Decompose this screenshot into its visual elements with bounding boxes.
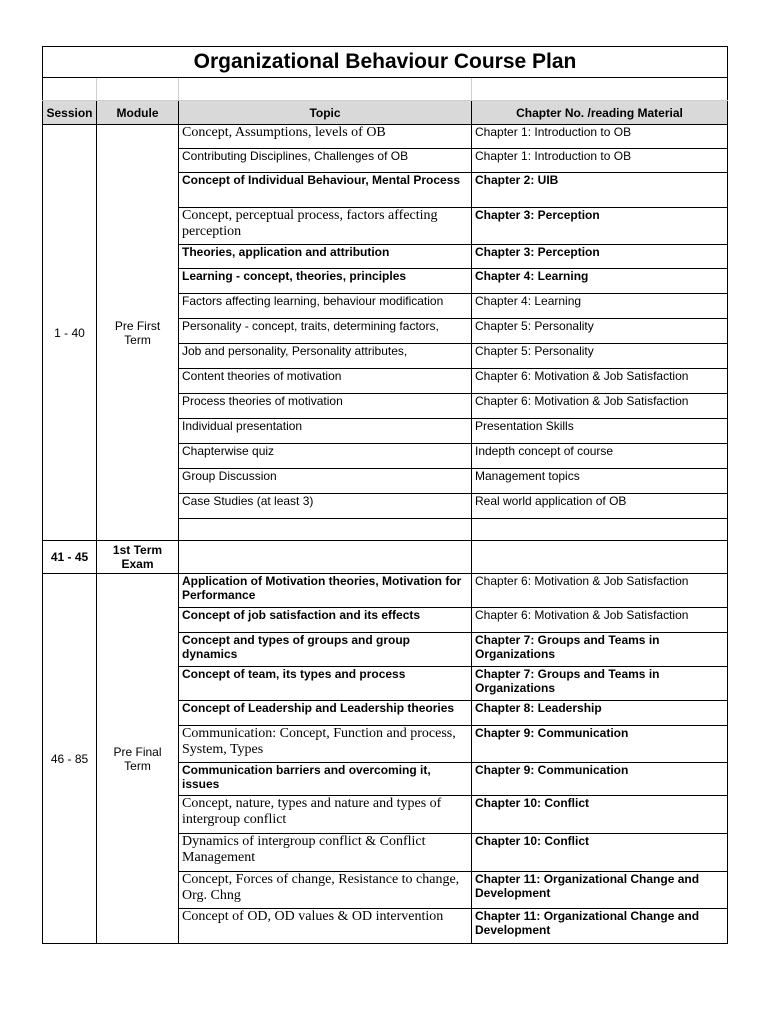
topic-cell: Factors affecting learning, behaviour modification (179, 294, 472, 319)
topic-cell: Concept of team, its types and process (179, 667, 472, 701)
page-title: Organizational Behaviour Course Plan (43, 47, 728, 78)
topic-cell: Group Discussion (179, 469, 472, 494)
topic-cell: Communication: Concept, Function and process, System, Types (179, 726, 472, 763)
course-plan-table (42, 46, 728, 944)
chapter-cell: Chapter 9: Communication (472, 726, 728, 763)
topic-cell: Concept, Assumptions, levels of OB (179, 125, 472, 149)
chapter-cell: Chapter 6: Motivation & Job Satisfaction (472, 574, 728, 608)
chapter-cell: Chapter 7: Groups and Teams in Organizations (472, 633, 728, 667)
chapter-cell: Chapter 6: Motivation & Job Satisfaction (472, 608, 728, 633)
table-row (43, 541, 728, 574)
module-cell: 1st Term Exam (97, 541, 179, 574)
chapter-cell: Chapter 10: Conflict (472, 834, 728, 872)
chapter-cell: Chapter 3: Perception (472, 208, 728, 245)
header-row (43, 101, 728, 125)
chapter-cell: Chapter 4: Learning (472, 269, 728, 294)
chapter-cell: Chapter 7: Groups and Teams in Organizations (472, 667, 728, 701)
chapter-cell: Indepth concept of course (472, 444, 728, 469)
topic-cell: Chapterwise quiz (179, 444, 472, 469)
chapter-cell: Chapter 9: Communication (472, 763, 728, 796)
topic-cell: Application of Motivation theories, Motivation for Performance (179, 574, 472, 608)
topic-cell: Concept, perceptual process, factors affecting perception (179, 208, 472, 245)
session-cell: 41 - 45 (43, 541, 97, 574)
topic-cell: Dynamics of intergroup conflict & Conflict Management (179, 834, 472, 872)
chapter-cell: Chapter 2: UIB (472, 173, 728, 208)
header-session: Session (43, 101, 97, 125)
chapter-cell: Chapter 11: Organizational Change and Development (472, 872, 728, 909)
topic-cell: Job and personality, Personality attributes, (179, 344, 472, 369)
chapter-cell: Chapter 6: Motivation & Job Satisfaction (472, 394, 728, 419)
session-cell: 1 - 40 (43, 125, 97, 541)
topic-cell: Concept of OD, OD values & OD intervention (179, 909, 472, 944)
topic-cell: Concept of job satisfaction and its effects (179, 608, 472, 633)
topic-cell: Concept and types of groups and group dynamics (179, 633, 472, 667)
header-topic: Topic (179, 101, 472, 125)
spacer-row (43, 78, 728, 101)
chapter-cell: Chapter 1: Introduction to OB (472, 125, 728, 149)
chapter-cell: Chapter 5: Personality (472, 344, 728, 369)
module-cell: Pre Final Term (97, 574, 179, 944)
chapter-cell: Chapter 6: Motivation & Job Satisfaction (472, 369, 728, 394)
chapter-cell: Chapter 4: Learning (472, 294, 728, 319)
chapter-cell: Chapter 10: Conflict (472, 796, 728, 834)
table-row (43, 574, 728, 608)
chapter-cell: Chapter 8: Leadership (472, 701, 728, 726)
table-row (43, 125, 728, 149)
chapter-cell: Presentation Skills (472, 419, 728, 444)
chapter-cell: Management topics (472, 469, 728, 494)
chapter-cell (472, 519, 728, 541)
topic-cell: Theories, application and attribution (179, 245, 472, 269)
topic-cell: Contributing Disciplines, Challenges of OB (179, 149, 472, 173)
topic-cell: Concept, Forces of change, Resistance to change, Org. Chng (179, 872, 472, 909)
topic-cell: Process theories of motivation (179, 394, 472, 419)
topic-cell: Learning - concept, theories, principles (179, 269, 472, 294)
topic-cell: Case Studies (at least 3) (179, 494, 472, 519)
chapter-cell: Chapter 1: Introduction to OB (472, 149, 728, 173)
topic-cell (179, 541, 472, 574)
chapter-cell: Chapter 5: Personality (472, 319, 728, 344)
chapter-cell: Real world application of OB (472, 494, 728, 519)
session-cell: 46 - 85 (43, 574, 97, 944)
topic-cell: Concept of Leadership and Leadership theories (179, 701, 472, 726)
topic-cell (179, 519, 472, 541)
chapter-cell: Chapter 3: Perception (472, 245, 728, 269)
topic-cell: Personality - concept, traits, determining factors, (179, 319, 472, 344)
header-module: Module (97, 101, 179, 125)
topic-cell: Concept, nature, types and nature and types of intergroup conflict (179, 796, 472, 834)
chapter-cell: Chapter 11: Organizational Change and Development (472, 909, 728, 944)
header-chapter: Chapter No. /reading Material (472, 101, 728, 125)
topic-cell: Communication barriers and overcoming it, issues (179, 763, 472, 796)
topic-cell: Individual presentation (179, 419, 472, 444)
chapter-cell (472, 541, 728, 574)
module-cell: Pre First Term (97, 125, 179, 541)
topic-cell: Content theories of motivation (179, 369, 472, 394)
topic-cell: Concept of Individual Behaviour, Mental Process (179, 173, 472, 208)
